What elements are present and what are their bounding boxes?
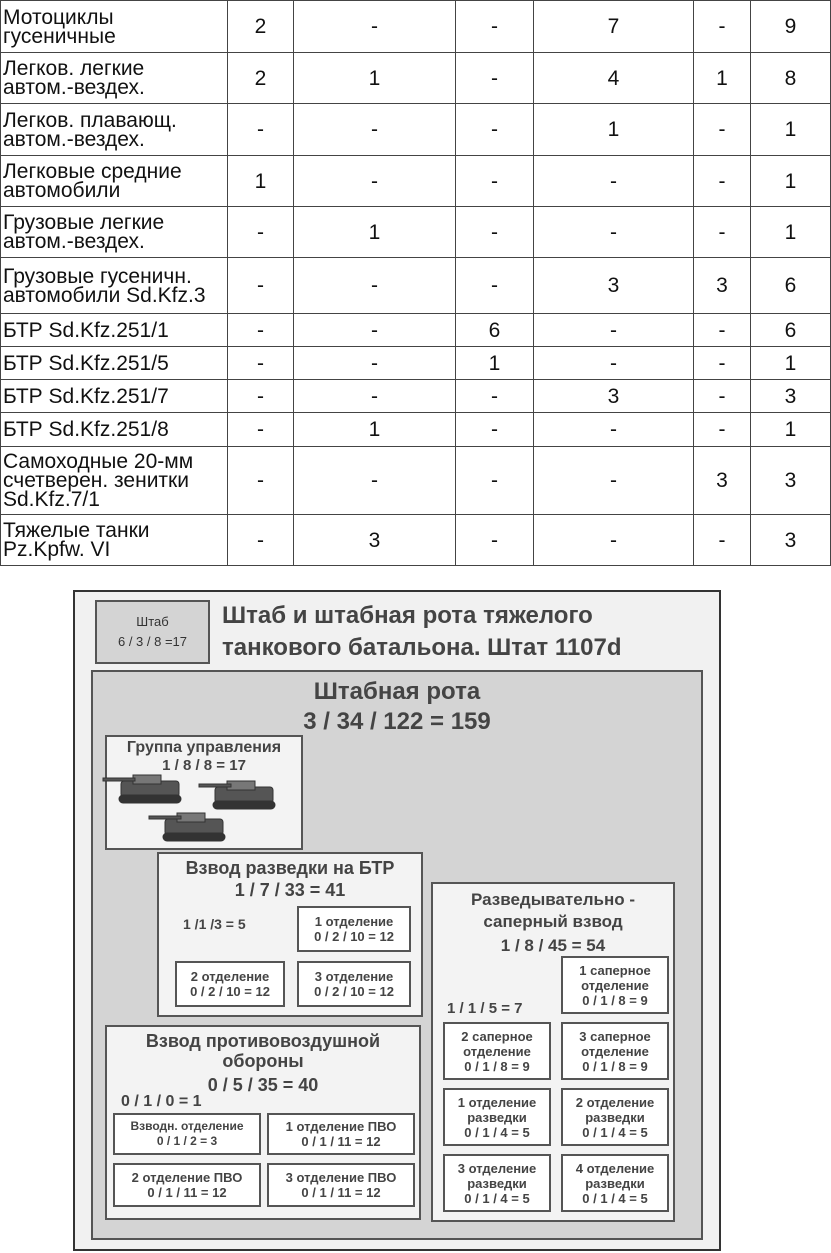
vehicle-name-line: Мотоциклы — [3, 5, 114, 29]
quantity-cell: - — [228, 447, 294, 515]
recon-sapper-platoon-box — [431, 882, 675, 1222]
sapper-squad-3 — [561, 1022, 669, 1080]
vehicle-name-line: Pz.Kpfw. VI — [3, 538, 111, 561]
company-count: 3 / 34 / 122 = 159 — [303, 708, 491, 735]
quantity-cell: - — [456, 447, 534, 515]
diagram-title-line2: танкового батальона. Штат 1107d — [222, 634, 622, 661]
aa-squad-2 — [113, 1163, 261, 1207]
recon-squad-1-count: 0 / 2 / 10 = 12 — [314, 929, 394, 944]
quantity-cell: 6 — [751, 314, 831, 347]
vehicle-name-cell — [1, 53, 228, 104]
recon-squad-3-label: 3 отделение — [314, 969, 394, 984]
quantity-cell: 3 — [751, 447, 831, 515]
vehicle-name-cell — [1, 380, 228, 413]
quantity-cell: - — [534, 413, 694, 447]
quantity-cell: 4 — [534, 53, 694, 104]
quantity-cell: - — [694, 156, 751, 207]
diagram-title-line1: Штаб и штабная рота тяжелого — [222, 602, 593, 629]
recon-squad-c — [443, 1154, 551, 1212]
recon-squad-a-count: 0 / 1 / 4 = 5 — [464, 1124, 530, 1140]
quantity-cell: 1 — [751, 104, 831, 156]
vehicle-name-line: Легков. плавающ. — [3, 108, 177, 132]
aa-squad-1-count: 0 / 1 / 11 = 12 — [301, 1134, 381, 1149]
tank-icon-3 — [149, 813, 225, 841]
aa-squad-hq-label: Взводн. отделение — [130, 1119, 244, 1133]
vehicle-name-line: Sd.Kfz.7/1 — [3, 488, 100, 511]
vehicle-name-cell — [1, 314, 228, 347]
recon-squad-c-line1: 3 отделение — [457, 1160, 537, 1176]
recon-squad-1-label: 1 отделение — [314, 914, 394, 929]
quantity-cell: 7 — [534, 1, 694, 53]
vehicle-name-line: Грузовые легкие — [3, 211, 165, 234]
table-row — [1, 413, 831, 447]
quantity-cell: 1 — [228, 156, 294, 207]
quantity-cell: - — [694, 413, 751, 447]
quantity-cell: 3 — [751, 515, 831, 566]
aa-squad-hq — [113, 1113, 261, 1155]
aa-label-line1: Взвод противовоздушной — [145, 1031, 381, 1051]
vehicle-name-line: БТР Sd.Kfz.251/7 — [3, 384, 169, 408]
recon-squad-d-count: 0 / 1 / 4 = 5 — [582, 1190, 648, 1206]
quantity-cell: - — [228, 314, 294, 347]
quantity-cell: - — [228, 413, 294, 447]
sapper-squad-1 — [561, 956, 669, 1014]
quantity-cell: - — [456, 207, 534, 258]
vehicle-name-cell — [1, 258, 228, 314]
recon-squad-2 — [175, 961, 285, 1007]
quantity-cell: - — [694, 314, 751, 347]
tank-icon-2 — [199, 781, 275, 809]
quantity-cell: 3 — [694, 258, 751, 314]
sapper-squad-2-line2: отделение — [463, 1043, 531, 1059]
quantity-cell: - — [294, 314, 456, 347]
table-row — [1, 347, 831, 380]
vehicle-name-cell — [1, 156, 228, 207]
aa-count: 0 / 5 / 35 = 40 — [207, 1075, 319, 1095]
quantity-cell: 3 — [294, 515, 456, 566]
aa-hq-count: 0 / 1 / 0 = 1 — [121, 1093, 202, 1110]
sapper-squad-2-line1: 2 саперное — [461, 1028, 533, 1044]
quantity-cell: 3 — [694, 447, 751, 515]
recon-squad-c-line2: разведки — [467, 1175, 527, 1191]
quantity-cell: 1 — [751, 156, 831, 207]
vehicle-name-cell — [1, 104, 228, 156]
recon-squad-b — [561, 1088, 669, 1146]
vehicle-name-line: Тяжелые танки — [3, 519, 150, 542]
aa-squad-3-label: 3 отделение ПВО — [285, 1170, 397, 1185]
hq-count: 6 / 3 / 8 =17 — [117, 634, 188, 649]
recon-apc-label: Взвод разведки на БТР — [185, 858, 395, 878]
quantity-cell: 3 — [751, 380, 831, 413]
recon-squad-b-line1: 2 отделение — [575, 1094, 655, 1110]
quantity-cell: 1 — [751, 207, 831, 258]
vehicle-name-line: гусеничные — [3, 24, 116, 48]
quantity-cell: - — [694, 515, 751, 566]
aa-squad-1 — [267, 1113, 415, 1155]
recon-squad-a-line2: разведки — [467, 1109, 527, 1125]
table-row — [1, 104, 831, 156]
org-chart — [73, 590, 721, 1251]
quantity-cell: 1 — [751, 413, 831, 447]
recon-apc-hq-count: 1 /1 /3 = 5 — [183, 916, 246, 932]
quantity-cell: - — [228, 380, 294, 413]
tank-icon-1 — [103, 775, 181, 803]
quantity-cell: - — [228, 347, 294, 380]
control-group-box — [105, 735, 303, 850]
quantity-cell: 6 — [751, 258, 831, 314]
vehicle-name-cell — [1, 413, 228, 447]
quantity-cell: - — [456, 515, 534, 566]
quantity-cell: - — [456, 104, 534, 156]
table-row — [1, 1, 831, 53]
quantity-cell: 3 — [534, 258, 694, 314]
vehicle-name-line: счетверен. зенитки — [3, 469, 189, 492]
quantity-cell: - — [456, 156, 534, 207]
vehicle-name-line: БТР Sd.Kfz.251/8 — [3, 418, 169, 441]
vehicle-name-line: Легковые средние — [3, 160, 182, 183]
hq-box — [95, 600, 210, 664]
vehicle-name-cell — [1, 515, 228, 566]
quantity-cell: - — [228, 515, 294, 566]
recon-squad-a-line1: 1 отделение — [457, 1094, 537, 1110]
quantity-cell: 1 — [294, 207, 456, 258]
quantity-cell: 1 — [456, 347, 534, 380]
quantity-cell: - — [456, 53, 534, 104]
hq-label: Штаб — [136, 614, 169, 629]
recon-squad-a — [443, 1088, 551, 1146]
hq-company-box — [91, 670, 703, 1240]
sapper-squad-3-line1: 3 саперное — [579, 1028, 651, 1044]
equipment-table — [0, 0, 831, 566]
quantity-cell: - — [694, 347, 751, 380]
vehicle-name-line: Легков. легкие — [3, 57, 145, 80]
quantity-cell: - — [694, 1, 751, 53]
quantity-cell: 8 — [751, 53, 831, 104]
sapper-count: 1 / 8 / 45 = 54 — [500, 936, 606, 955]
aa-platoon-box — [105, 1025, 421, 1220]
control-group-label: Группа управления — [126, 739, 282, 756]
quantity-cell: - — [534, 447, 694, 515]
recon-squad-2-label: 2 отделение — [190, 969, 270, 984]
table-row — [1, 156, 831, 207]
vehicle-name-line: автомобили — [3, 179, 121, 202]
vehicle-name-cell — [1, 447, 228, 515]
recon-squad-3 — [297, 961, 411, 1007]
tiger-tanks-image — [107, 773, 301, 849]
recon-apc-count: 1 / 7 / 33 = 41 — [234, 880, 346, 900]
recon-squad-2-count: 0 / 2 / 10 = 12 — [190, 984, 270, 999]
vehicle-name-line: автом.-вездех. — [3, 230, 145, 253]
recon-squad-b-line2: разведки — [585, 1109, 645, 1125]
quantity-cell: 6 — [456, 314, 534, 347]
sapper-label-line1: Разведывательно - — [471, 890, 635, 909]
vehicle-name-cell — [1, 347, 228, 380]
vehicle-name-line: БТР Sd.Kfz.251/1 — [3, 318, 169, 342]
vehicle-name-line: автомобили Sd.Kfz.3 — [3, 283, 206, 307]
sapper-squad-3-line2: отделение — [581, 1043, 649, 1059]
table-row — [1, 207, 831, 258]
sapper-hq-count: 1 / 1 / 5 = 7 — [447, 1000, 523, 1017]
vehicle-name-line: Грузовые гусеничн. — [3, 264, 192, 288]
aa-squad-3-count: 0 / 1 / 11 = 12 — [301, 1185, 381, 1200]
quantity-cell: 1 — [294, 413, 456, 447]
quantity-cell: - — [456, 413, 534, 447]
quantity-cell: - — [534, 347, 694, 380]
aa-squad-hq-count: 0 / 1 / 2 = 3 — [156, 1134, 218, 1148]
sapper-squad-2 — [443, 1022, 551, 1080]
recon-squad-b-count: 0 / 1 / 4 = 5 — [582, 1124, 648, 1140]
company-label: Штабная рота — [313, 678, 481, 705]
vehicle-name-line: Самоходные 20-мм — [3, 450, 194, 473]
quantity-cell: - — [534, 156, 694, 207]
quantity-cell: - — [534, 207, 694, 258]
quantity-cell: - — [294, 1, 456, 53]
quantity-cell: 1 — [534, 104, 694, 156]
sapper-squad-2-count: 0 / 1 / 8 = 9 — [464, 1058, 530, 1074]
quantity-cell: - — [534, 515, 694, 566]
vehicle-name-cell — [1, 1, 228, 53]
aa-squad-3 — [267, 1163, 415, 1207]
quantity-cell: - — [694, 380, 751, 413]
quantity-cell: - — [294, 380, 456, 413]
table-row — [1, 258, 831, 314]
table-row — [1, 53, 831, 104]
quantity-cell: - — [294, 347, 456, 380]
quantity-cell: - — [294, 156, 456, 207]
recon-squad-d — [561, 1154, 669, 1212]
quantity-cell: 1 — [751, 347, 831, 380]
quantity-cell: - — [228, 104, 294, 156]
recon-squad-d-line1: 4 отделение — [575, 1160, 655, 1176]
quantity-cell: - — [456, 258, 534, 314]
control-group-count: 1 / 8 / 8 = 17 — [162, 757, 246, 774]
recon-squad-c-count: 0 / 1 / 4 = 5 — [464, 1190, 530, 1206]
quantity-cell: 3 — [534, 380, 694, 413]
recon-squad-1 — [297, 906, 411, 952]
quantity-cell: - — [228, 258, 294, 314]
vehicle-name-line: автом.-вездех. — [3, 127, 145, 151]
quantity-cell: - — [456, 1, 534, 53]
recon-apc-platoon-box — [157, 852, 423, 1017]
vehicle-name-cell — [1, 207, 228, 258]
vehicle-name-line: автом.-вездех. — [3, 76, 145, 99]
table-row — [1, 447, 831, 515]
sapper-squad-1-count: 0 / 1 / 8 = 9 — [582, 992, 648, 1008]
sapper-squad-3-count: 0 / 1 / 8 = 9 — [582, 1058, 648, 1074]
aa-squad-1-label: 1 отделение ПВО — [285, 1119, 397, 1134]
quantity-cell: - — [294, 447, 456, 515]
quantity-cell: - — [456, 380, 534, 413]
aa-label-line2: обороны — [222, 1051, 304, 1071]
quantity-cell: - — [694, 104, 751, 156]
quantity-cell: - — [534, 314, 694, 347]
quantity-cell: 9 — [751, 1, 831, 53]
quantity-cell: - — [294, 258, 456, 314]
quantity-cell: 1 — [294, 53, 456, 104]
sapper-squad-1-line2: отделение — [581, 977, 649, 993]
sapper-squad-1-line1: 1 саперное — [579, 962, 651, 978]
recon-squad-3-count: 0 / 2 / 10 = 12 — [314, 984, 394, 999]
sapper-label-line2: саперный взвод — [483, 912, 623, 931]
quantity-cell: 2 — [228, 53, 294, 104]
quantity-cell: 2 — [228, 1, 294, 53]
quantity-cell: - — [294, 104, 456, 156]
recon-squad-d-line2: разведки — [585, 1175, 645, 1191]
table-row — [1, 515, 831, 566]
aa-squad-2-label: 2 отделение ПВО — [131, 1170, 243, 1185]
table-row — [1, 314, 831, 347]
quantity-cell: - — [694, 207, 751, 258]
vehicle-name-line: БТР Sd.Kfz.251/5 — [3, 351, 169, 375]
quantity-cell: - — [228, 207, 294, 258]
table-row — [1, 380, 831, 413]
aa-squad-2-count: 0 / 1 / 11 = 12 — [147, 1185, 227, 1200]
quantity-cell: 1 — [694, 53, 751, 104]
